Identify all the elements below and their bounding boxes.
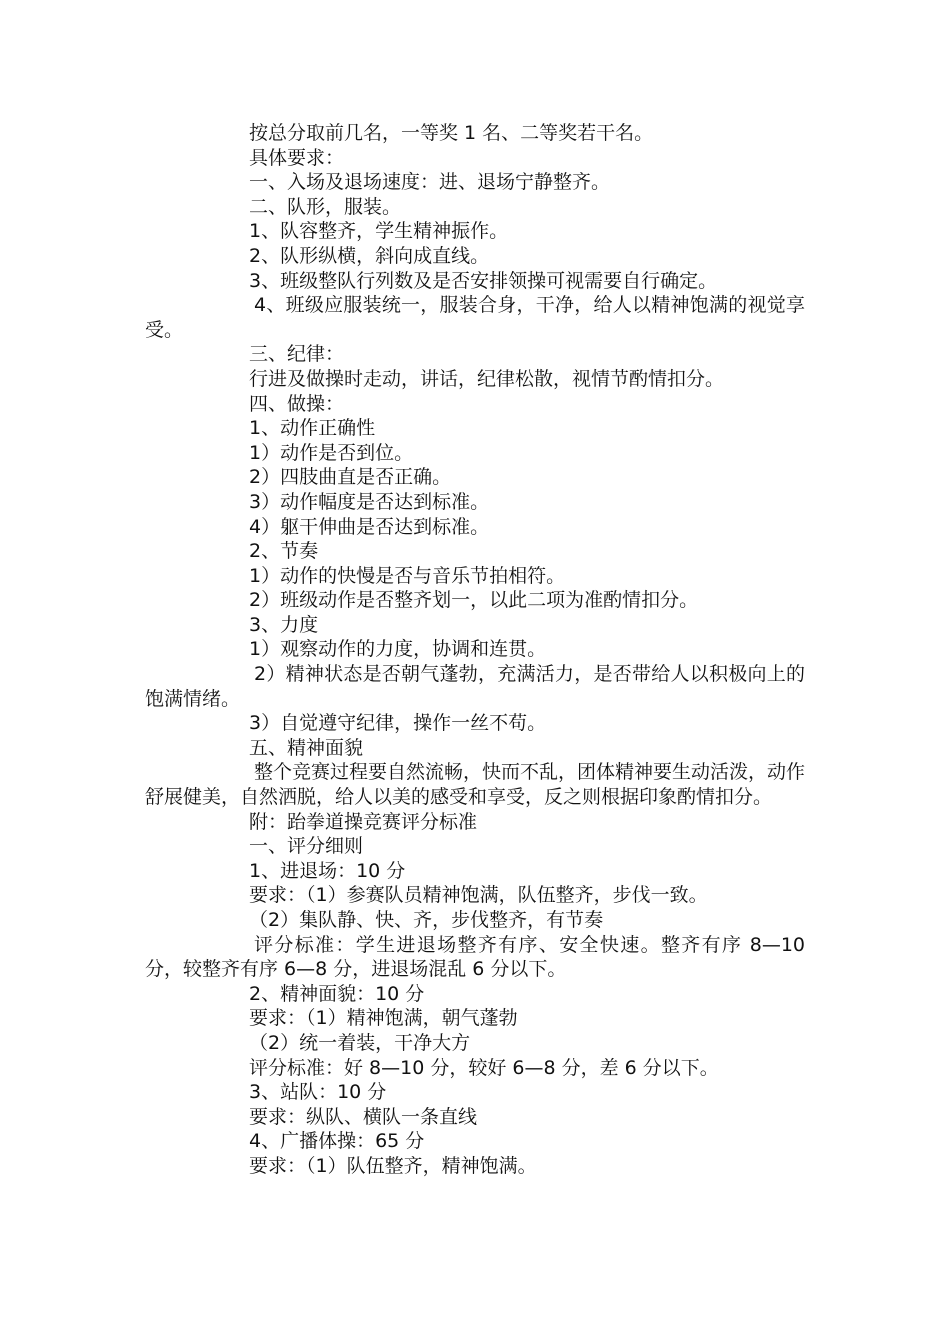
paragraph: 1、进退场：10 分 [249, 859, 406, 882]
paragraph: 2、精神面貌：10 分 [249, 982, 425, 1005]
paragraph: 按总分取前几名，一等奖 1 名、二等奖若干名。 [249, 122, 654, 144]
paragraph: 整个竞赛过程要自然流畅，快而不乱，团体精神要生动活泼，动作舒展健美，自然洒脱，给人以美的感受和享受，反之则根据印象酌情扣分。 [145, 761, 806, 809]
paragraph: 二、队形，服装。 [249, 195, 402, 218]
paragraph: 评分标准：好 8—10 分，较好 6—8 分，差 6 分以下。 [249, 1056, 719, 1079]
paragraph: 要求：（1）参赛队员精神饱满，队伍整齐，步伐一致。 [249, 884, 708, 907]
paragraph: 2、节奏 [249, 540, 319, 563]
paragraph: 要求：纵队、横队一条直线 [249, 1105, 478, 1128]
paragraph: 评分标准：学生进退场整齐有序、安全快速。整齐有序 8—10 分，较整齐有序 6—8 分，进退场混乱 6 分以下。 [145, 933, 812, 981]
paragraph: 3、站队：10 分 [249, 1081, 387, 1104]
paragraph: 4、广播体操：65 分 [249, 1130, 425, 1153]
paragraph: 1）动作是否到位。 [249, 441, 414, 464]
paragraph: 3）自觉遵守纪律，操作一丝不苟。 [249, 712, 547, 735]
paragraph: 3、力度 [249, 613, 319, 636]
paragraph: 四、做操： [249, 392, 345, 415]
paragraph: 2）精神状态是否朝气蓬勃，充满活力，是否带给人以积极向上的饱满情绪。 [145, 663, 805, 710]
paragraph: 要求：（1）精神饱满，朝气蓬勃 [249, 1007, 518, 1030]
paragraph: 五、精神面貌 [249, 736, 364, 759]
paragraph: 一、入场及退场速度：进、退场宁静整齐。 [249, 171, 611, 194]
paragraph: 1）动作的快慢是否与音乐节拍相符。 [249, 564, 566, 587]
paragraph: 行进及做操时走动，讲话，纪律松散，视情节酌情扣分。 [249, 367, 725, 390]
paragraph: 1、动作正确性 [249, 417, 376, 440]
paragraph: 附：跆拳道操竞赛评分标准 [249, 810, 478, 833]
paragraph: 2）班级动作是否整齐划一，以此二项为准酌情扣分。 [249, 589, 699, 612]
paragraph: 1、队容整齐，学生精神振作。 [249, 220, 509, 243]
paragraph: 1）观察动作的力度，协调和连贯。 [249, 638, 547, 661]
document-body [145, 121, 812, 1179]
paragraph: 3、班级整队行列数及是否安排领操可视需要自行确定。 [249, 269, 718, 292]
paragraph: 3）动作幅度是否达到标准。 [249, 490, 490, 513]
paragraph: （2）统一着装，干净大方 [249, 1031, 471, 1054]
paragraph: 一、评分细则 [249, 835, 364, 858]
paragraph: 2、队形纵横，斜向成直线。 [249, 244, 490, 267]
paragraph: 要求：（1）队伍整齐，精神饱满。 [249, 1154, 537, 1177]
paragraph: 4、班级应服装统一，服装合身，干净，给人以精神饱满的视觉享受。 [145, 294, 805, 341]
paragraph: 4）躯干伸曲是否达到标准。 [249, 515, 490, 538]
paragraph: 2）四肢曲直是否正确。 [249, 466, 452, 489]
paragraph: 三、纪律： [249, 343, 345, 366]
paragraph: （2）集队静、快、齐，步伐整齐，有节奏 [249, 909, 604, 931]
paragraph: 具体要求： [249, 146, 345, 169]
